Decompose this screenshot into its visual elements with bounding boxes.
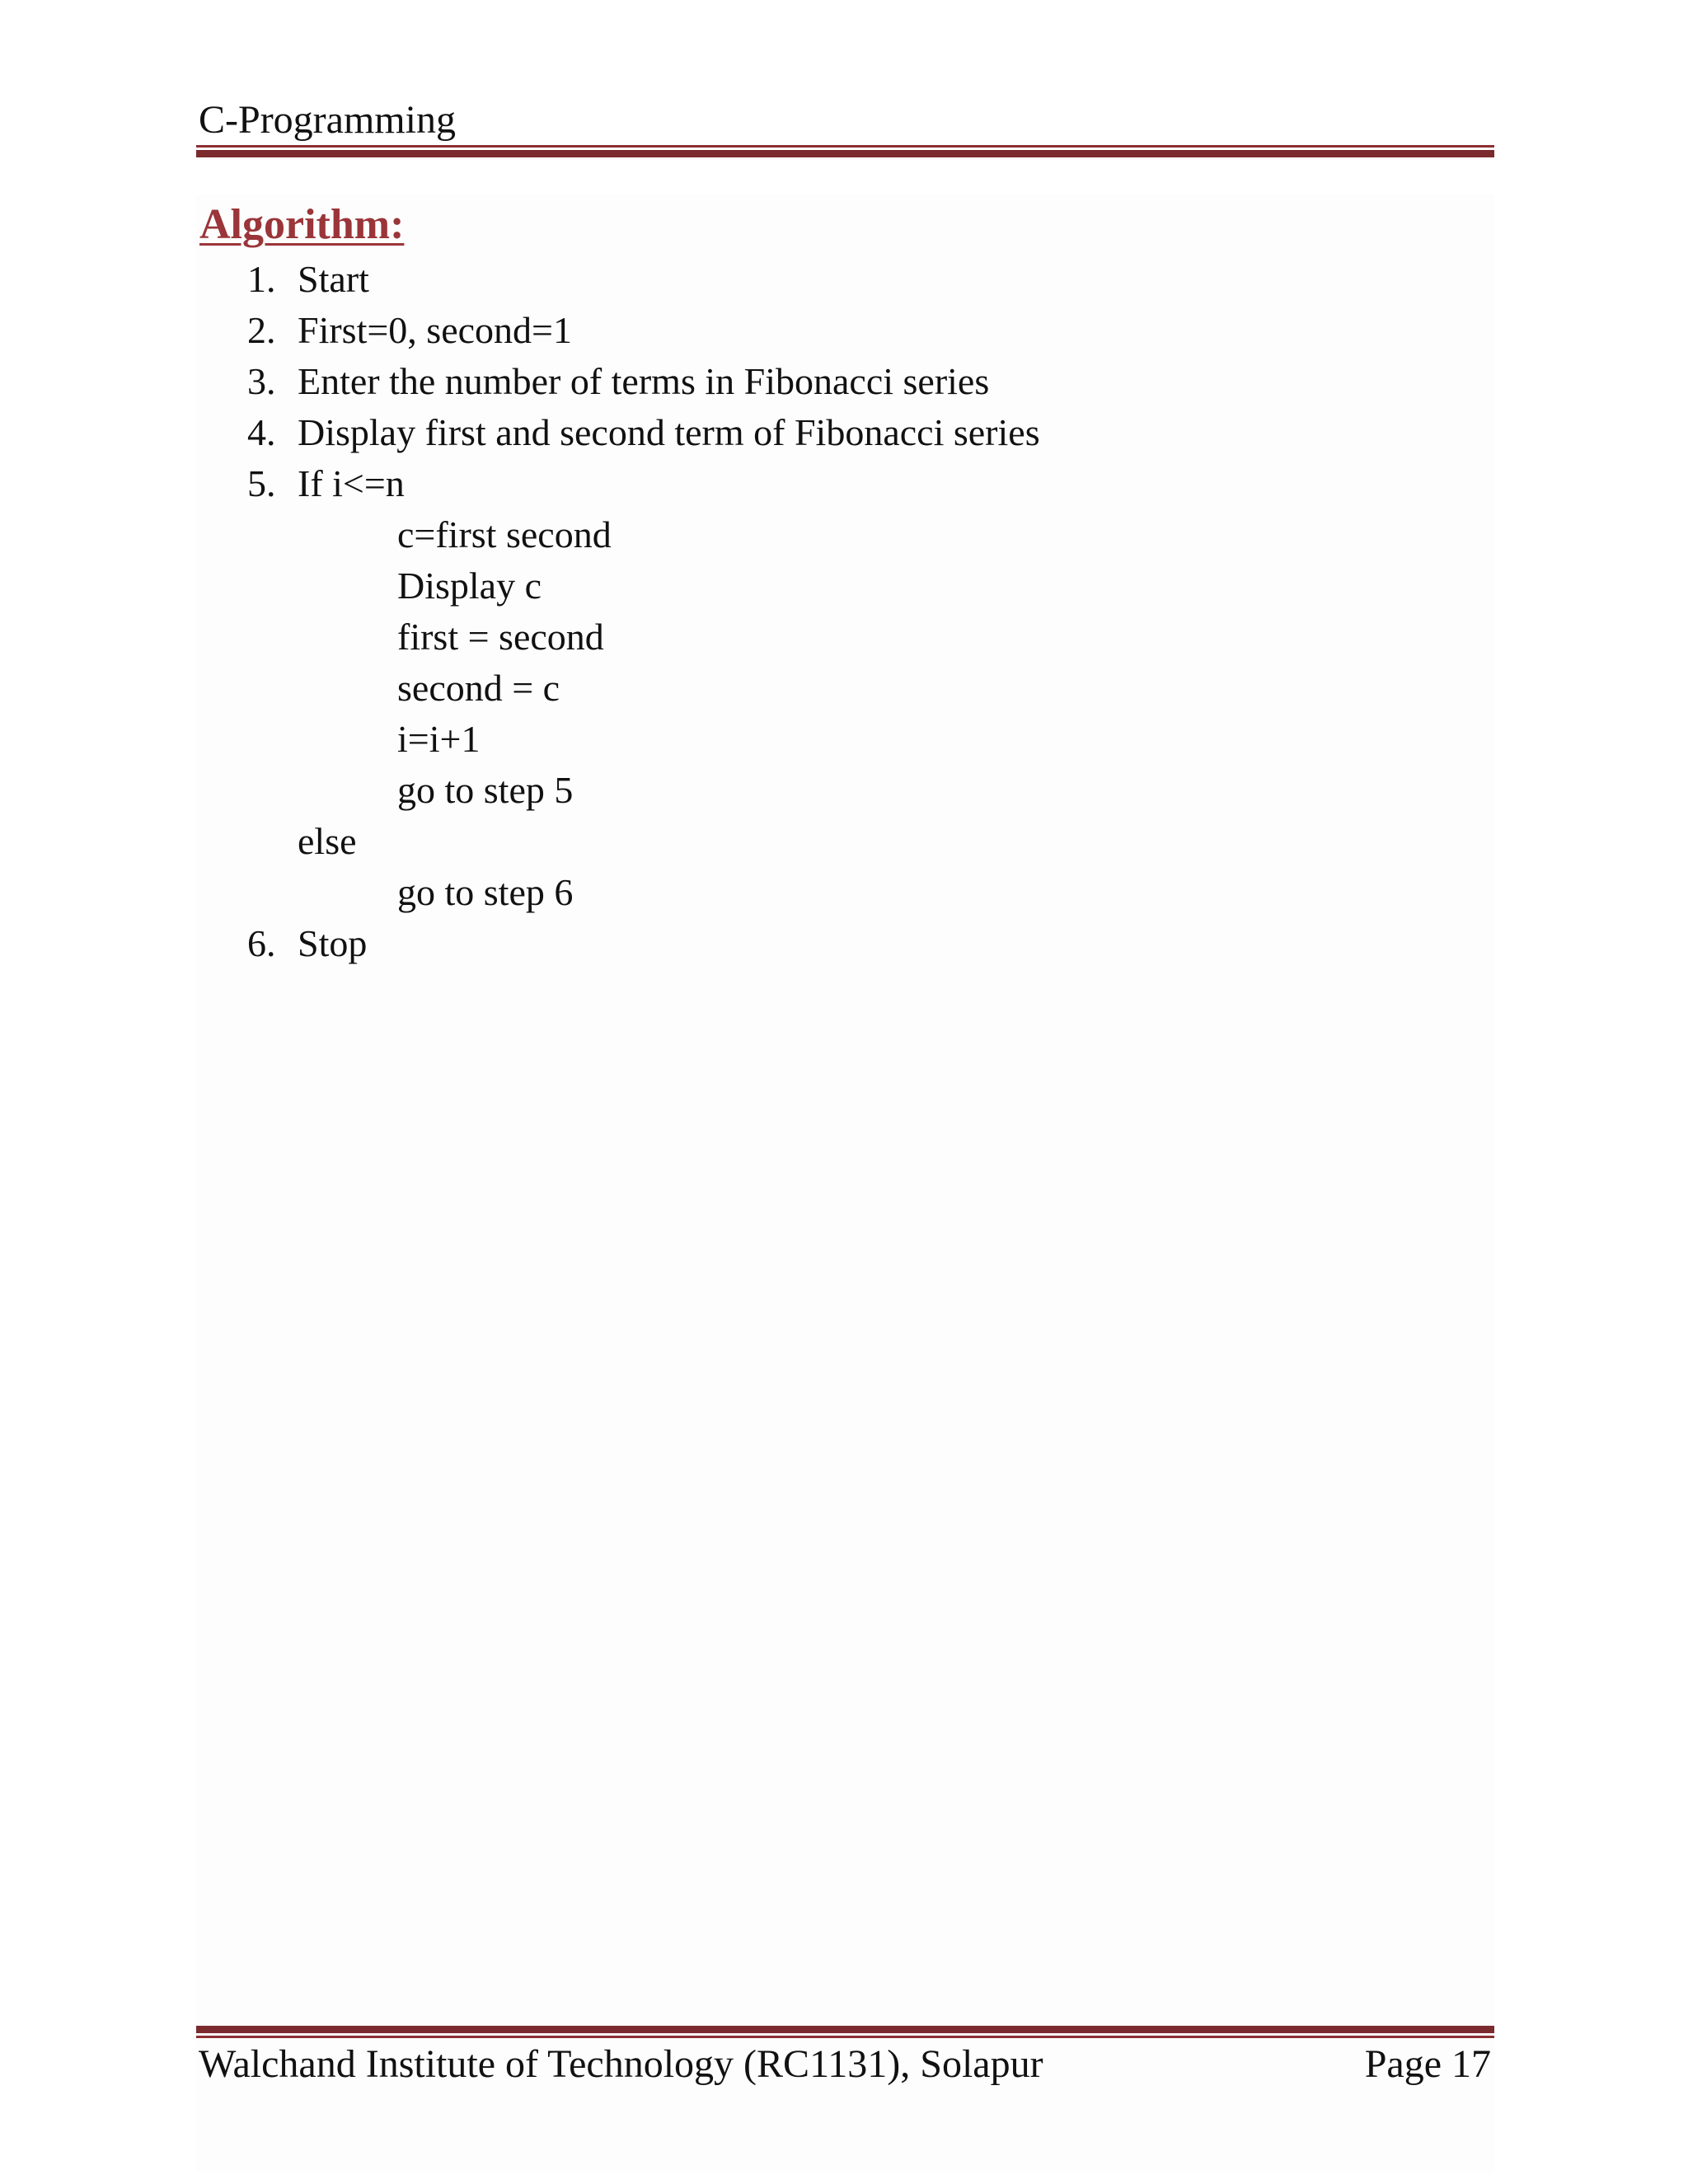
step-text: Start [298, 258, 369, 300]
step-number: 6. [247, 922, 276, 964]
header-rule-thin [196, 145, 1494, 148]
page-number: Page 17 [1364, 2042, 1491, 2086]
if-body-line: c=first second [397, 513, 612, 555]
step-text: Display first and second term of Fibonacci series [298, 411, 1040, 453]
step-number: 1. [247, 258, 276, 300]
header-rule-thick [196, 150, 1494, 157]
if-body-line: Display c [397, 565, 542, 607]
step-number: 5. [247, 462, 276, 504]
section-heading: Algorithm: [199, 201, 405, 248]
if-body-line: first = second [397, 616, 604, 658]
step-number: 2. [247, 309, 276, 351]
if-body-line: go to step 5 [397, 769, 574, 811]
step-text: First=0, second=1 [298, 309, 572, 351]
step-number: 4. [247, 411, 276, 453]
footer-rule-thin [196, 2036, 1494, 2038]
step-text: Stop [298, 922, 368, 964]
header-title: C-Programming [199, 98, 456, 142]
else-body-line: go to step 6 [397, 871, 574, 913]
step-number: 3. [247, 360, 276, 402]
step-text: Enter the number of terms in Fibonacci series [298, 360, 990, 402]
if-body-line: second = c [397, 667, 560, 709]
footer-rule-thick [196, 2026, 1494, 2033]
step-text: If i<=n [298, 462, 405, 504]
footer-institute: Walchand Institute of Technology (RC1131), Solapur [199, 2042, 1043, 2086]
else-label: else [298, 820, 357, 862]
if-body-line: i=i+1 [397, 718, 481, 760]
